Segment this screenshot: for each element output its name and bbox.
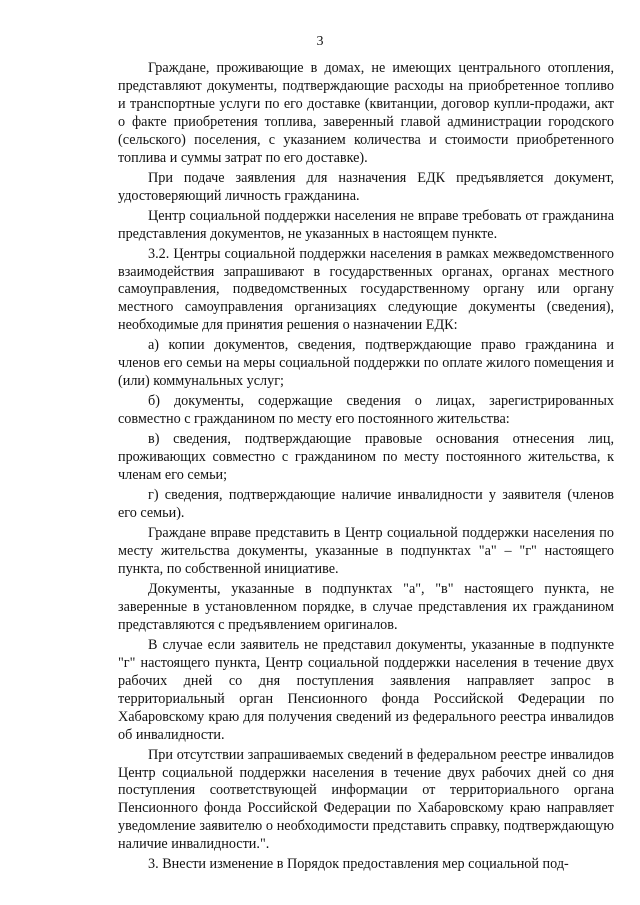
paragraph: В случае если заявитель не представил документы, указанные в подпункте "г" настоящего пункта, Центр социальной поддержки населения в течение двух рабочих дней со дня поступления заявления направляет запрос в территориальный орган Пенсионного фонда Российской Федерации по Хабаровскому краю для получения сведений из федерального реестра инвалидов об инвалидности.	[118, 636, 614, 743]
page-number: 3	[316, 34, 324, 49]
paragraph: Граждане, проживающие в домах, не имеющих центрального отопления, представляют документы, подтверждающие расходы на приобретенное топливо и транспортные услуги по его доставке (квитанции, договор купли-продажи, акт о факте приобретения топлива, заверенный главой администрации городского (сельского) поселения, с указанием количества и стоимости приобретенного топлива и суммы затрат по его доставке).	[118, 60, 614, 166]
paragraph: а) копии документов, сведения, подтверждающие право гражданина и членов его семьи на меры социальной поддержки по оплате жилого помещения и (или) коммунальных услуг;	[118, 337, 614, 390]
paragraph: 3. Внести изменение в Порядок предоставления мер социальной под-	[148, 856, 569, 873]
paragraph: Документы, указанные в подпунктах "а", "в" настоящего пункта, не заверенные в установленном порядке, в случае представления их гражданином представляются с предъявлением оригиналов.	[118, 581, 614, 633]
paragraph: Центр социальной поддержки населения не вправе требовать от гражданина представления документов, не указанных в настоящем пункте.	[118, 207, 614, 242]
paragraph: При отсутствии запрашиваемых сведений в федеральном реестре инвалидов Центр социальной поддержки населения в течение двух рабочих дней со дня поступления соответствующей информации от территориального органа Пенсионного фонда Российской Федерации по Хабаровскому краю направляет уведомление заявителю о необходимости представить справку, подтверждающую наличие инвалидности.".	[118, 746, 614, 853]
paragraph: г) сведения, подтверждающие наличие инвалидности у заявителя (членов его семьи).	[118, 487, 614, 522]
document-body	[118, 60, 614, 876]
paragraph: в) сведения, подтверждающие правовые основания отнесения лиц, проживающих совместно с гражданином по месту постоянного жительства, к членам его семьи;	[118, 431, 614, 484]
paragraph: б) документы, содержащие сведения о лицах, зарегистрированных совместно с гражданином по месту его постоянного жительства:	[118, 393, 614, 428]
paragraph: Граждане вправе представить в Центр социальной поддержки населения по месту жительства документы, указанные в подпунктах "а" – "г" настоящего пункта, по собственной инициативе.	[118, 525, 614, 577]
paragraph: При подаче заявления для назначения ЕДК предъявляется документ, удостоверяющий личность гражданина.	[118, 169, 614, 204]
paragraph: 3.2. Центры социальной поддержки населения в рамках межведомственного взаимодействия запрашивают в государственных органах, органах местного самоуправления, подведомственных государственному органу или органу местного самоуправления организациях следующие документы (сведения), необходимые для принятия решения о назначении ЕДК:	[118, 245, 614, 334]
